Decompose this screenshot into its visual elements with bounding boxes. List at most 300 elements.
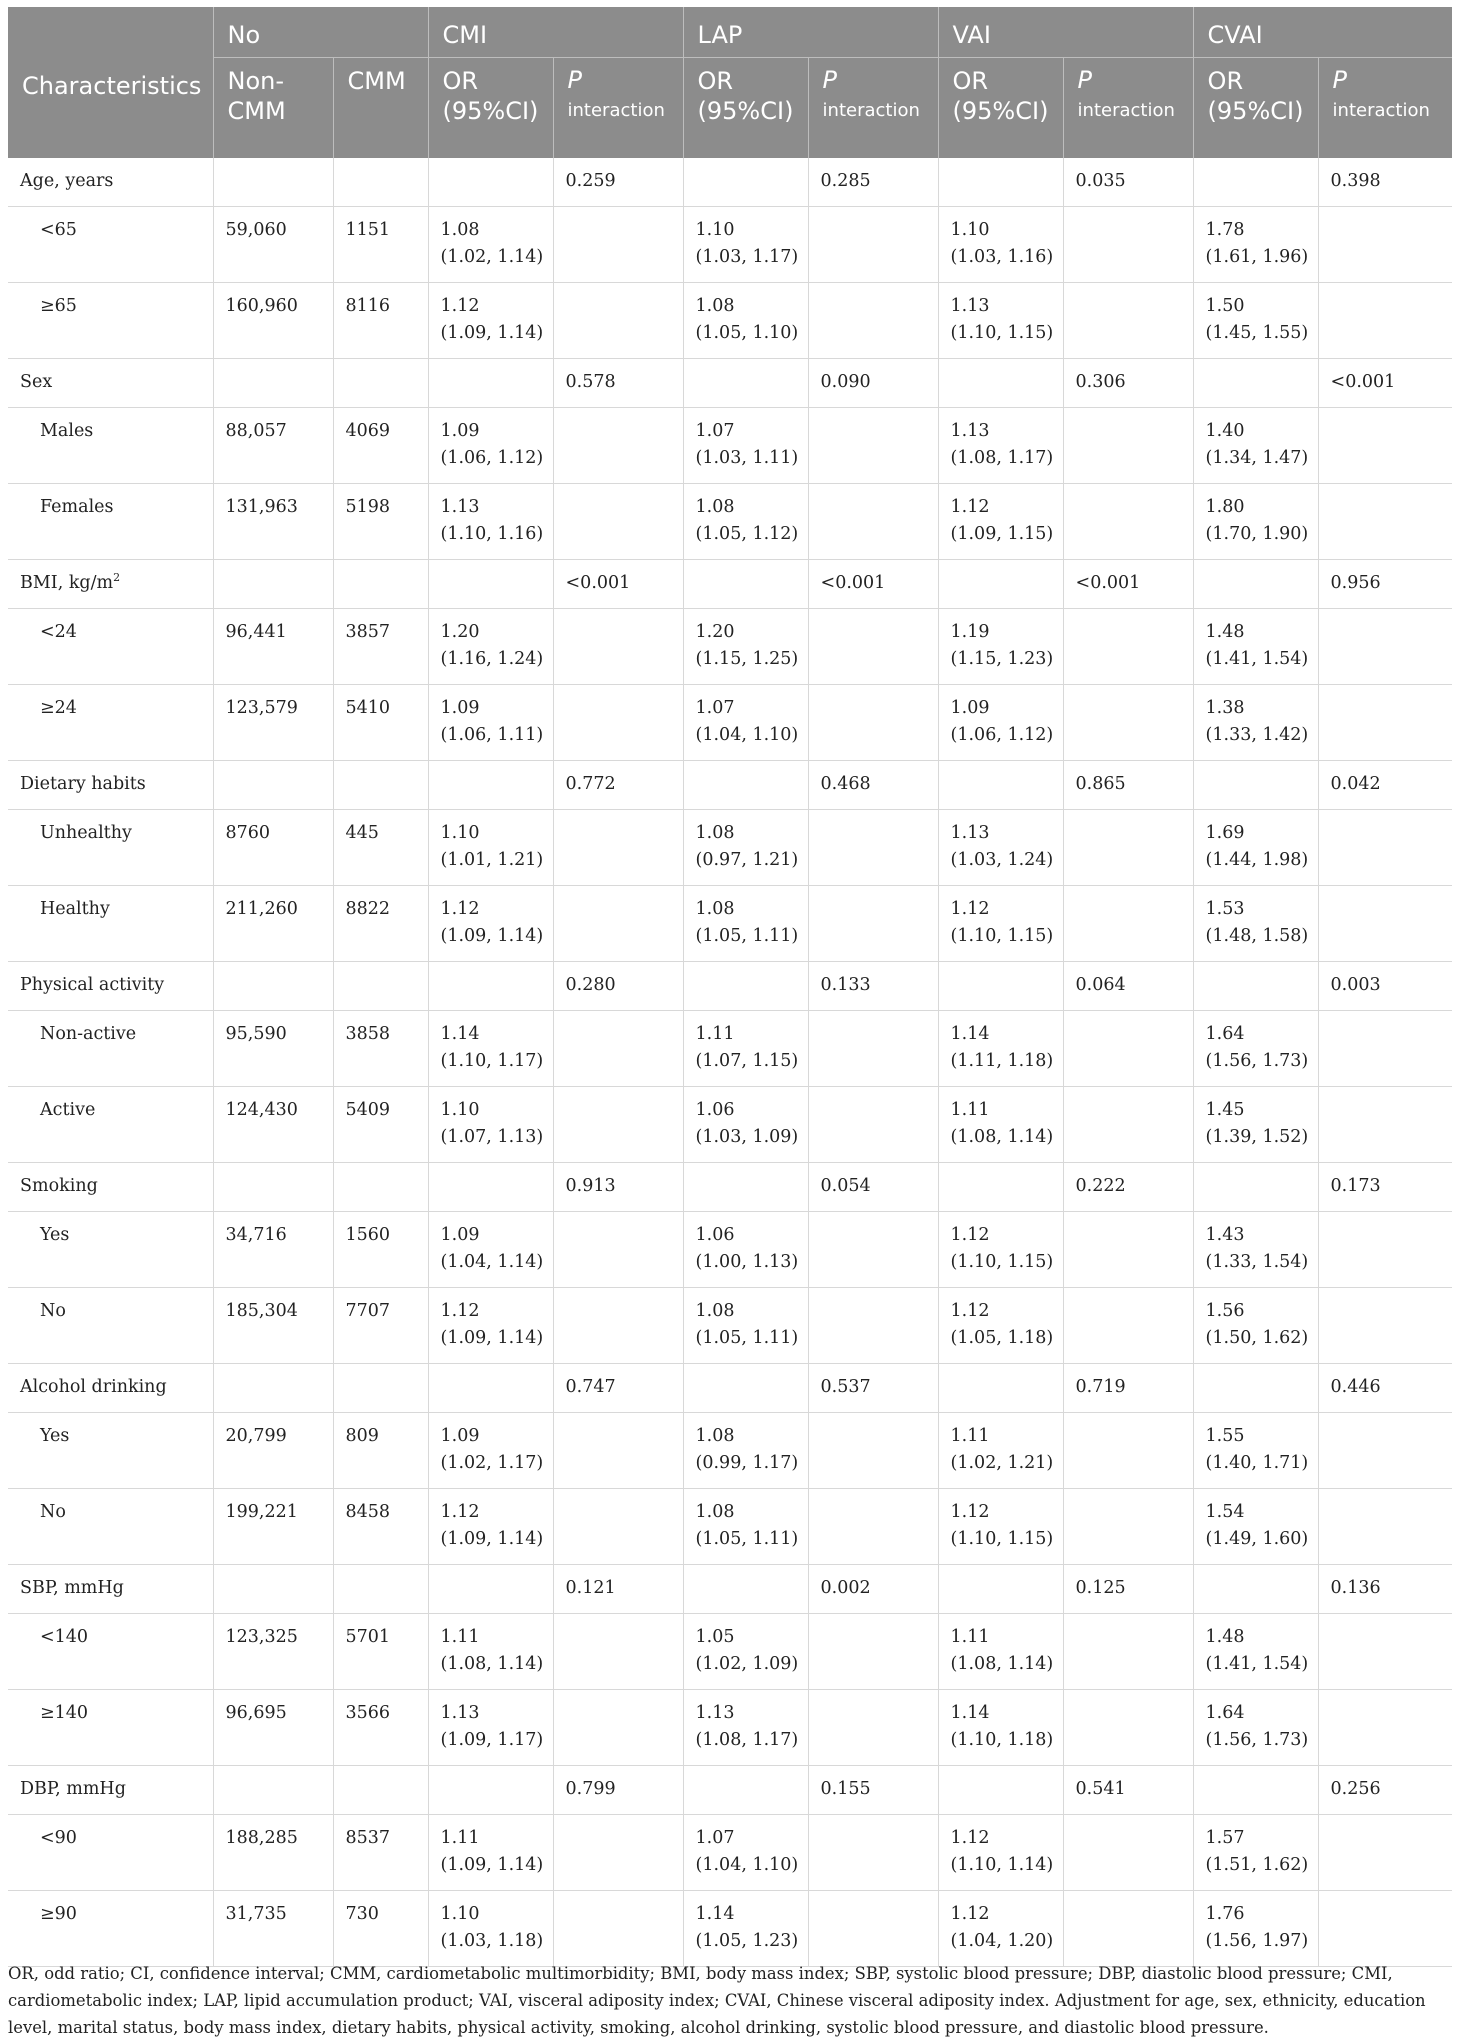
or-value: 1.09 <box>440 1225 480 1245</box>
cmm-cell: 8116 <box>333 283 428 359</box>
header-p-sub-label: interaction <box>1077 100 1175 121</box>
row-label <box>8 1815 213 1891</box>
p-interaction-cell <box>1063 283 1193 359</box>
p-interaction-cell: 0.136 <box>1318 1565 1452 1614</box>
or-cell <box>428 1489 553 1565</box>
or-value: 1.56 <box>1205 1301 1245 1321</box>
or-cell <box>938 886 1063 962</box>
non-cmm-cell <box>213 1163 333 1212</box>
header-p-interaction <box>553 58 683 159</box>
p-interaction-cell: 0.222 <box>1063 1163 1193 1212</box>
or-cell <box>1193 1614 1318 1690</box>
or-ci: (1.06, 1.12) <box>950 725 1054 745</box>
or-value: 1.13 <box>950 296 990 316</box>
or-ci: (1.45, 1.55) <box>1205 323 1309 343</box>
or-value: 1.69 <box>1205 823 1245 843</box>
or-cell <box>428 207 553 283</box>
or-ci: (1.34, 1.47) <box>1205 448 1309 468</box>
cmm-cell: 5198 <box>333 484 428 560</box>
or-cell <box>938 1690 1063 1766</box>
cmm-cell: 8458 <box>333 1489 428 1565</box>
or-cell <box>683 484 808 560</box>
cmm-cell: 730 <box>333 1891 428 1967</box>
p-interaction-cell <box>553 886 683 962</box>
row-label <box>8 283 213 359</box>
or-cell <box>683 1011 808 1087</box>
or-ci: (1.01, 1.21) <box>440 850 544 870</box>
or-value: 1.08 <box>695 296 735 316</box>
row-label <box>8 1087 213 1163</box>
or-value: 1.12 <box>950 1502 990 1522</box>
or-ci: (1.10, 1.16) <box>440 524 544 544</box>
or-cell <box>938 207 1063 283</box>
p-interaction-cell: <0.001 <box>1318 359 1452 408</box>
row-label-text: ≥24 <box>40 698 77 718</box>
p-interaction-cell: 0.578 <box>553 359 683 408</box>
row-label <box>8 962 213 1011</box>
or-value: 1.08 <box>440 220 480 240</box>
p-interaction-cell: 0.719 <box>1063 1364 1193 1413</box>
non-cmm-cell: 123,325 <box>213 1614 333 1690</box>
or-cell <box>1193 1413 1318 1489</box>
row-label-text: Yes <box>40 1426 70 1446</box>
or-ci: (1.15, 1.25) <box>695 649 799 669</box>
p-interaction-cell <box>1063 1087 1193 1163</box>
or-ci: (1.08, 1.14) <box>440 1654 544 1674</box>
or-cell <box>683 1614 808 1690</box>
or-value: 1.13 <box>950 421 990 441</box>
or-value: 1.76 <box>1205 1904 1245 1924</box>
p-interaction-cell <box>1318 1288 1452 1364</box>
or-cell <box>1193 1212 1318 1288</box>
or-value: 1.12 <box>440 1502 480 1522</box>
or-value: 1.55 <box>1205 1426 1245 1446</box>
or-cell <box>1193 1087 1318 1163</box>
or-cell <box>428 359 553 408</box>
row-label <box>8 484 213 560</box>
or-value: 1.11 <box>440 1627 480 1647</box>
p-interaction-cell <box>553 810 683 886</box>
or-ci: (1.04, 1.20) <box>950 1931 1054 1951</box>
p-interaction-cell <box>1318 685 1452 761</box>
p-interaction-cell <box>1063 1212 1193 1288</box>
p-interaction-cell <box>1318 810 1452 886</box>
or-value: 1.14 <box>950 1703 990 1723</box>
row-label <box>8 560 213 609</box>
or-cell <box>428 1364 553 1413</box>
p-interaction-cell <box>1063 1891 1193 1967</box>
p-interaction-cell <box>1318 1815 1452 1891</box>
p-interaction-cell: <0.001 <box>808 560 938 609</box>
subgroup-row <box>8 1288 1452 1364</box>
or-ci: (1.10, 1.17) <box>440 1051 544 1071</box>
or-value: 1.20 <box>695 622 735 642</box>
or-ci: (1.10, 1.14) <box>950 1855 1054 1875</box>
or-value: 1.14 <box>695 1904 735 1924</box>
or-cell <box>428 761 553 810</box>
or-ci: (1.08, 1.14) <box>950 1127 1054 1147</box>
p-interaction-cell <box>808 1212 938 1288</box>
or-value: 1.06 <box>695 1225 735 1245</box>
or-cell <box>1193 1766 1318 1815</box>
or-cell <box>938 408 1063 484</box>
or-cell <box>1193 685 1318 761</box>
or-value: 1.12 <box>950 899 990 919</box>
or-cell <box>428 560 553 609</box>
or-ci: (1.02, 1.09) <box>695 1654 799 1674</box>
non-cmm-cell: 124,430 <box>213 1087 333 1163</box>
row-label-text: No <box>40 1502 66 1522</box>
p-interaction-cell: 0.042 <box>1318 761 1452 810</box>
or-cell <box>1193 1690 1318 1766</box>
row-label <box>8 1163 213 1212</box>
or-ci: (1.06, 1.12) <box>440 448 544 468</box>
or-cell <box>683 1212 808 1288</box>
or-value: 1.11 <box>695 1024 735 1044</box>
p-interaction-cell <box>553 1087 683 1163</box>
or-value: 1.08 <box>695 1502 735 1522</box>
non-cmm-cell: 88,057 <box>213 408 333 484</box>
or-cell <box>1193 207 1318 283</box>
p-interaction-cell: 0.799 <box>553 1766 683 1815</box>
p-interaction-cell <box>553 1815 683 1891</box>
or-cell <box>428 283 553 359</box>
or-value: 1.05 <box>695 1627 735 1647</box>
header-p-sub-label: interaction <box>567 100 665 121</box>
or-value: 1.12 <box>950 1828 990 1848</box>
p-interaction-cell <box>1318 1011 1452 1087</box>
or-cell <box>938 359 1063 408</box>
or-cell <box>938 484 1063 560</box>
or-cell <box>428 1212 553 1288</box>
p-interaction-cell <box>1063 810 1193 886</box>
or-cell <box>428 810 553 886</box>
cmm-cell: 5701 <box>333 1614 428 1690</box>
or-cell <box>938 1212 1063 1288</box>
or-value: 1.45 <box>1205 1100 1245 1120</box>
or-value: 1.11 <box>950 1627 990 1647</box>
or-cell <box>683 1087 808 1163</box>
non-cmm-cell <box>213 359 333 408</box>
or-cell <box>428 158 553 207</box>
row-label-text: Dietary habits <box>20 774 146 794</box>
p-interaction-cell <box>1063 886 1193 962</box>
cmm-cell: 7707 <box>333 1288 428 1364</box>
or-cell <box>938 1815 1063 1891</box>
p-interaction-cell: 0.090 <box>808 359 938 408</box>
or-value: 1.50 <box>1205 296 1245 316</box>
p-interaction-cell: 0.537 <box>808 1364 938 1413</box>
row-label-text: Non-active <box>40 1024 137 1044</box>
or-cell <box>938 1614 1063 1690</box>
or-cell <box>938 1891 1063 1967</box>
p-interaction-cell: 0.956 <box>1318 560 1452 609</box>
non-cmm-cell: 8760 <box>213 810 333 886</box>
p-interaction-cell <box>808 1087 938 1163</box>
or-cell <box>428 1011 553 1087</box>
or-cell <box>938 1364 1063 1413</box>
or-ci: (1.03, 1.11) <box>695 448 799 468</box>
p-interaction-cell: 0.035 <box>1063 158 1193 207</box>
or-ci: (1.02, 1.17) <box>440 1453 544 1473</box>
p-interaction-cell: 0.913 <box>553 1163 683 1212</box>
or-cell <box>1193 962 1318 1011</box>
row-label <box>8 408 213 484</box>
row-label <box>8 1565 213 1614</box>
or-value: 1.10 <box>440 1904 480 1924</box>
p-interaction-cell: 0.446 <box>1318 1364 1452 1413</box>
header-cmm: CMM <box>333 58 428 159</box>
header-or-95ci: OR (95%CI) <box>938 58 1063 159</box>
non-cmm-cell <box>213 1565 333 1614</box>
or-cell <box>683 1690 808 1766</box>
or-cell <box>428 1288 553 1364</box>
p-interaction-cell <box>808 609 938 685</box>
or-ci: (1.08, 1.17) <box>695 1730 799 1750</box>
subgroup-row <box>8 886 1452 962</box>
cmm-cell: 445 <box>333 810 428 886</box>
row-label <box>8 359 213 408</box>
or-ci: (1.10, 1.15) <box>950 926 1054 946</box>
p-interaction-cell: 0.541 <box>1063 1766 1193 1815</box>
table-footnote: OR, odd ratio; CI, confidence interval; CMM, cardiometabolic multimorbidity; BMI, body mass index; SBP, systolic blood pressure; DBP, diastolic blood pressure; CMI, cardiometabolic index; LAP, lipid accumulation product; VAI, visceral adiposity index; CVAI, Chinese visceral adiposity index. Adjustment for age, sex, ethnicity, education level, marital status, body mass index, dietary habits, physical activity, smoking, alcohol drinking, systolic blood pressure, and diastolic blood pressure. <box>8 1964 1426 2037</box>
or-cell <box>428 1766 553 1815</box>
or-ci: (1.03, 1.09) <box>695 1127 799 1147</box>
or-cell <box>1193 283 1318 359</box>
row-label-text: Yes <box>40 1225 70 1245</box>
or-value: 1.08 <box>695 899 735 919</box>
or-value: 1.07 <box>695 1828 735 1848</box>
or-value: 1.07 <box>695 421 735 441</box>
or-cell <box>428 1087 553 1163</box>
or-cell <box>683 1565 808 1614</box>
row-label-text: SBP, mmHg <box>20 1578 124 1598</box>
or-ci: (0.99, 1.17) <box>695 1453 799 1473</box>
header-non-cmm: Non-CMM <box>213 58 333 159</box>
row-label-text: Active <box>40 1100 96 1120</box>
or-ci: (1.03, 1.16) <box>950 247 1054 267</box>
or-value: 1.12 <box>950 1301 990 1321</box>
or-cell <box>428 1891 553 1967</box>
category-row <box>8 1766 1452 1815</box>
non-cmm-cell <box>213 158 333 207</box>
p-interaction-cell <box>1063 484 1193 560</box>
header-group-cmi: CMI <box>428 7 683 58</box>
row-label <box>8 1288 213 1364</box>
or-value: 1.09 <box>440 421 480 441</box>
header-or-95ci: OR (95%CI) <box>683 58 808 159</box>
subgroup-row <box>8 609 1452 685</box>
cmm-cell <box>333 1766 428 1815</box>
or-value: 1.09 <box>440 698 480 718</box>
or-value: 1.08 <box>695 823 735 843</box>
or-cell <box>1193 484 1318 560</box>
or-value: 1.08 <box>695 497 735 517</box>
row-label-text: ≥90 <box>40 1904 77 1924</box>
or-value: 1.10 <box>950 220 990 240</box>
or-ci: (1.08, 1.17) <box>950 448 1054 468</box>
row-label-text: Unhealthy <box>40 823 132 843</box>
subgroup-row <box>8 1212 1452 1288</box>
table-body <box>8 158 1452 1967</box>
or-cell <box>938 962 1063 1011</box>
header-characteristics: Characteristics <box>8 7 213 158</box>
or-cell <box>1193 1815 1318 1891</box>
or-ci: (1.09, 1.14) <box>440 1529 544 1549</box>
p-interaction-cell <box>808 408 938 484</box>
row-label <box>8 1766 213 1815</box>
header-p-label: P <box>1332 66 1348 94</box>
cmm-cell <box>333 1163 428 1212</box>
row-label-text: Physical activity <box>20 975 165 995</box>
non-cmm-cell <box>213 962 333 1011</box>
or-cell <box>938 1163 1063 1212</box>
header-p-label: P <box>1077 66 1093 94</box>
p-interaction-cell <box>808 1614 938 1690</box>
or-value: 1.57 <box>1205 1828 1245 1848</box>
or-cell <box>683 685 808 761</box>
or-cell <box>1193 761 1318 810</box>
row-label <box>8 1489 213 1565</box>
or-value: 1.12 <box>950 497 990 517</box>
non-cmm-cell <box>213 761 333 810</box>
or-ci: (1.02, 1.21) <box>950 1453 1054 1473</box>
p-interaction-cell <box>1318 408 1452 484</box>
or-cell <box>1193 359 1318 408</box>
p-interaction-cell <box>1318 1690 1452 1766</box>
p-interaction-cell <box>808 1489 938 1565</box>
or-cell <box>428 1690 553 1766</box>
p-interaction-cell <box>1318 609 1452 685</box>
non-cmm-cell: 185,304 <box>213 1288 333 1364</box>
or-cell <box>683 886 808 962</box>
p-interaction-cell <box>1318 886 1452 962</box>
or-ci: (1.03, 1.18) <box>440 1931 544 1951</box>
header-p-sub-label: interaction <box>822 100 920 121</box>
p-interaction-cell <box>1318 1212 1452 1288</box>
subgroup-row <box>8 1690 1452 1766</box>
or-value: 1.12 <box>440 296 480 316</box>
or-cell <box>1193 1163 1318 1212</box>
subgroup-row <box>8 1087 1452 1163</box>
header-p-interaction <box>808 58 938 159</box>
non-cmm-cell: 31,735 <box>213 1891 333 1967</box>
subgroup-row <box>8 1891 1452 1967</box>
p-interaction-cell: 0.003 <box>1318 962 1452 1011</box>
or-ci: (1.06, 1.11) <box>440 725 544 745</box>
or-ci: (1.44, 1.98) <box>1205 850 1309 870</box>
header-no: No <box>213 7 428 58</box>
header-p-label: P <box>822 66 838 94</box>
row-label <box>8 810 213 886</box>
or-value: 1.10 <box>695 220 735 240</box>
or-value: 1.13 <box>440 497 480 517</box>
or-cell <box>428 609 553 685</box>
p-interaction-cell: 0.173 <box>1318 1163 1452 1212</box>
p-interaction-cell <box>808 1891 938 1967</box>
p-interaction-cell: 0.285 <box>808 158 938 207</box>
non-cmm-cell: 95,590 <box>213 1011 333 1087</box>
non-cmm-cell: 59,060 <box>213 207 333 283</box>
p-interaction-cell: 0.256 <box>1318 1766 1452 1815</box>
p-interaction-cell <box>1318 207 1452 283</box>
cmm-cell: 3857 <box>333 609 428 685</box>
p-interaction-cell <box>808 207 938 283</box>
subgroup-row <box>8 408 1452 484</box>
p-interaction-cell: 0.865 <box>1063 761 1193 810</box>
cmm-cell: 5409 <box>333 1087 428 1163</box>
or-ci: (1.48, 1.58) <box>1205 926 1309 946</box>
row-label <box>8 158 213 207</box>
or-cell <box>1193 609 1318 685</box>
or-value: 1.13 <box>950 823 990 843</box>
row-label-text: No <box>40 1301 66 1321</box>
p-interaction-cell <box>1318 1614 1452 1690</box>
row-label-superscript: 2 <box>113 571 121 585</box>
or-value: 1.54 <box>1205 1502 1245 1522</box>
p-interaction-cell <box>1063 408 1193 484</box>
or-cell <box>428 1413 553 1489</box>
or-cell <box>938 1565 1063 1614</box>
or-ci: (1.05, 1.11) <box>695 1529 799 1549</box>
cmm-cell: 1560 <box>333 1212 428 1288</box>
cmm-cell <box>333 962 428 1011</box>
or-ci: (1.09, 1.14) <box>440 323 544 343</box>
p-interaction-cell <box>553 484 683 560</box>
or-cell <box>938 283 1063 359</box>
or-ci: (1.33, 1.54) <box>1205 1252 1309 1272</box>
non-cmm-cell: 96,695 <box>213 1690 333 1766</box>
non-cmm-cell: 160,960 <box>213 283 333 359</box>
or-ci: (1.03, 1.17) <box>695 247 799 267</box>
row-label-text: <140 <box>40 1627 89 1647</box>
or-cell <box>683 283 808 359</box>
p-interaction-cell <box>553 408 683 484</box>
category-row <box>8 158 1452 207</box>
or-cell <box>683 560 808 609</box>
p-interaction-cell <box>808 886 938 962</box>
row-label <box>8 685 213 761</box>
or-cell <box>683 359 808 408</box>
or-cell <box>938 1011 1063 1087</box>
or-cell <box>683 761 808 810</box>
or-ci: (1.05, 1.23) <box>695 1931 799 1951</box>
row-label <box>8 761 213 810</box>
or-cell <box>938 1288 1063 1364</box>
row-label-text: <24 <box>40 622 77 642</box>
or-ci: (1.03, 1.24) <box>950 850 1054 870</box>
non-cmm-cell <box>213 560 333 609</box>
p-interaction-cell: 0.121 <box>553 1565 683 1614</box>
row-label-text: <90 <box>40 1828 77 1848</box>
or-ci: (1.04, 1.10) <box>695 725 799 745</box>
or-value: 1.64 <box>1205 1703 1245 1723</box>
non-cmm-cell: 188,285 <box>213 1815 333 1891</box>
or-cell <box>938 158 1063 207</box>
p-interaction-cell: 0.064 <box>1063 962 1193 1011</box>
or-value: 1.11 <box>950 1100 990 1120</box>
p-interaction-cell <box>553 1212 683 1288</box>
or-value: 1.14 <box>950 1024 990 1044</box>
p-interaction-cell: 0.772 <box>553 761 683 810</box>
p-interaction-cell: <0.001 <box>553 560 683 609</box>
subgroup-row <box>8 207 1452 283</box>
or-cell <box>428 962 553 1011</box>
table-header <box>8 7 1452 158</box>
or-cell <box>938 1087 1063 1163</box>
p-interaction-cell <box>1318 484 1452 560</box>
category-row <box>8 359 1452 408</box>
